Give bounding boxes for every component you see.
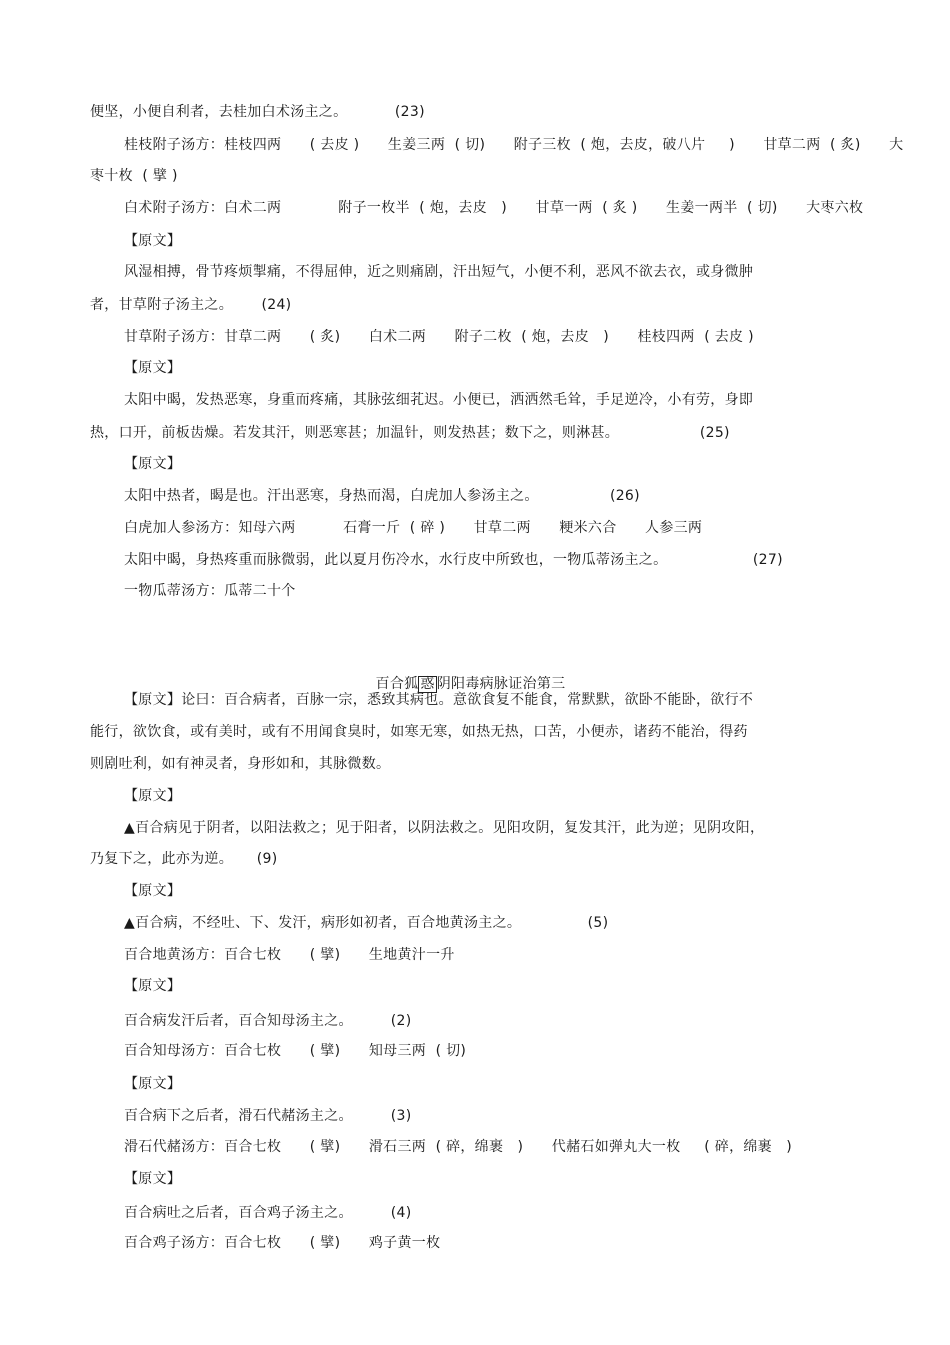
text-line: 【原文】 bbox=[124, 1171, 182, 1187]
text-line: 甘草附子汤方：甘草二两 ( 炙) 白术二两 附子二枚 ( 炮，去皮 ) 桂枝四两 ( 去皮 ) bbox=[124, 329, 754, 345]
text-line: 【原文】 bbox=[124, 883, 182, 899]
text-line: 滑石代赭汤方：百合七枚 ( 擘) 滑石三两 ( 碎，绵裹 ) 代赭石如弹丸大一枚 ( 碎，绵裹 ) bbox=[124, 1139, 792, 1155]
chapter-title-boxed-char: 惑 bbox=[420, 676, 435, 692]
text-line: 百合病发汗后者，百合知母汤主之。 (2) bbox=[124, 1013, 412, 1029]
text-line: 乃复下之，此亦为逆。 (9) bbox=[90, 851, 278, 867]
text-line: 白虎加人参汤方：知母六两 石膏一斤 ( 碎 ) 甘草二两 粳米六合 人参三两 bbox=[124, 520, 703, 536]
text-line: ▲百合病见于阴者，以阳法救之；见于阳者，以阴法救之。见阳攻阴，复发其汗，此为逆；见阴攻阳， bbox=[124, 820, 765, 836]
text-line: 一物瓜蒂汤方：瓜蒂二十个 bbox=[124, 583, 296, 599]
text-line: 桂枝附子汤方：桂枝四两 ( 去皮 ) 生姜三两 ( 切) 附子三枚 ( 炮，去皮，破八片 ) 甘草二两 ( 炙) 大 bbox=[124, 137, 904, 153]
text-line: ▲百合病，不经吐、下、发汗，病形如初者，百合地黄汤主之。 (5) bbox=[124, 915, 609, 931]
chapter-title-part-1: 百合狐 bbox=[375, 676, 419, 692]
text-line: 风湿相搏，骨节疼烦掣痛，不得屈伸，近之则痛剧，汗出短气，小便不利，恶风不欲去衣，或身微肿 bbox=[124, 264, 754, 280]
text-line: 【原文】 bbox=[124, 978, 182, 994]
text-line: 白术附子汤方：白术二两 附子一枚半 ( 炮，去皮 ) 甘草一两 ( 炙 ) 生姜一两半 ( 切) 大枣六枚 bbox=[124, 200, 864, 216]
text-line: 【原文】 bbox=[124, 788, 182, 804]
chapter-title-part-2: 阴阳毒病脉证治第三 bbox=[436, 676, 566, 692]
text-line: 太阳中暍，发热恶寒，身重而疼痛，其脉弦细芤迟。小便已，洒洒然毛耸，手足逆冷，小有劳，身即 bbox=[124, 392, 754, 408]
text-line: 【原文】 bbox=[124, 233, 182, 249]
text-line: 【原文】 bbox=[124, 360, 182, 376]
text-line: 百合鸡子汤方：百合七枚 ( 擘) 鸡子黄一枚 bbox=[124, 1235, 441, 1251]
text-line: 百合病吐之后者，百合鸡子汤主之。 (4) bbox=[124, 1205, 412, 1221]
text-line: 太阳中热者，暍是也。汗出恶寒，身热而渴，白虎加人参汤主之。 (26) bbox=[124, 488, 640, 504]
text-line: 百合病下之后者，滑石代赭汤主之。 (3) bbox=[124, 1108, 412, 1124]
text-line: 【原文】 bbox=[124, 456, 182, 472]
text-line: 热，口开，前板齿燥。若发其汗，则恶寒甚；加温针，则发热甚；数下之，则淋甚。 (25) bbox=[90, 425, 730, 441]
text-line: 【原文】论曰：百合病者，百脉一宗，悉致其病也。意欲食复不能食，常默默，欲卧不能卧，欲行不 bbox=[124, 692, 754, 708]
text-line: 百合知母汤方：百合七枚 ( 擘) 知母三两 ( 切) bbox=[124, 1043, 467, 1059]
text-line: 百合地黄汤方：百合七枚 ( 擘) 生地黄汁一升 bbox=[124, 947, 455, 963]
chapter-title bbox=[366, 657, 565, 693]
text-line: 太阳中暍，身热疼重而脉微弱，此以夏月伤冷水，水行皮中所致也，一物瓜蒂汤主之。 (27) bbox=[124, 552, 783, 568]
text-line: 者，甘草附子汤主之。 (24) bbox=[90, 297, 292, 313]
text-line: 则剧吐利，如有神灵者，身形如和，其脉微数。 bbox=[90, 756, 391, 772]
text-line: 便坚，小便自利者，去桂加白术汤主之。 (23) bbox=[90, 104, 425, 120]
text-line: 能行，欲饮食，或有美时，或有不用闻食臭时，如寒无寒，如热无热，口苦，小便赤，诸药不能治，得药 bbox=[90, 724, 748, 740]
text-line: 枣十枚 ( 擘 ) bbox=[90, 168, 178, 184]
text-line: 【原文】 bbox=[124, 1076, 182, 1092]
